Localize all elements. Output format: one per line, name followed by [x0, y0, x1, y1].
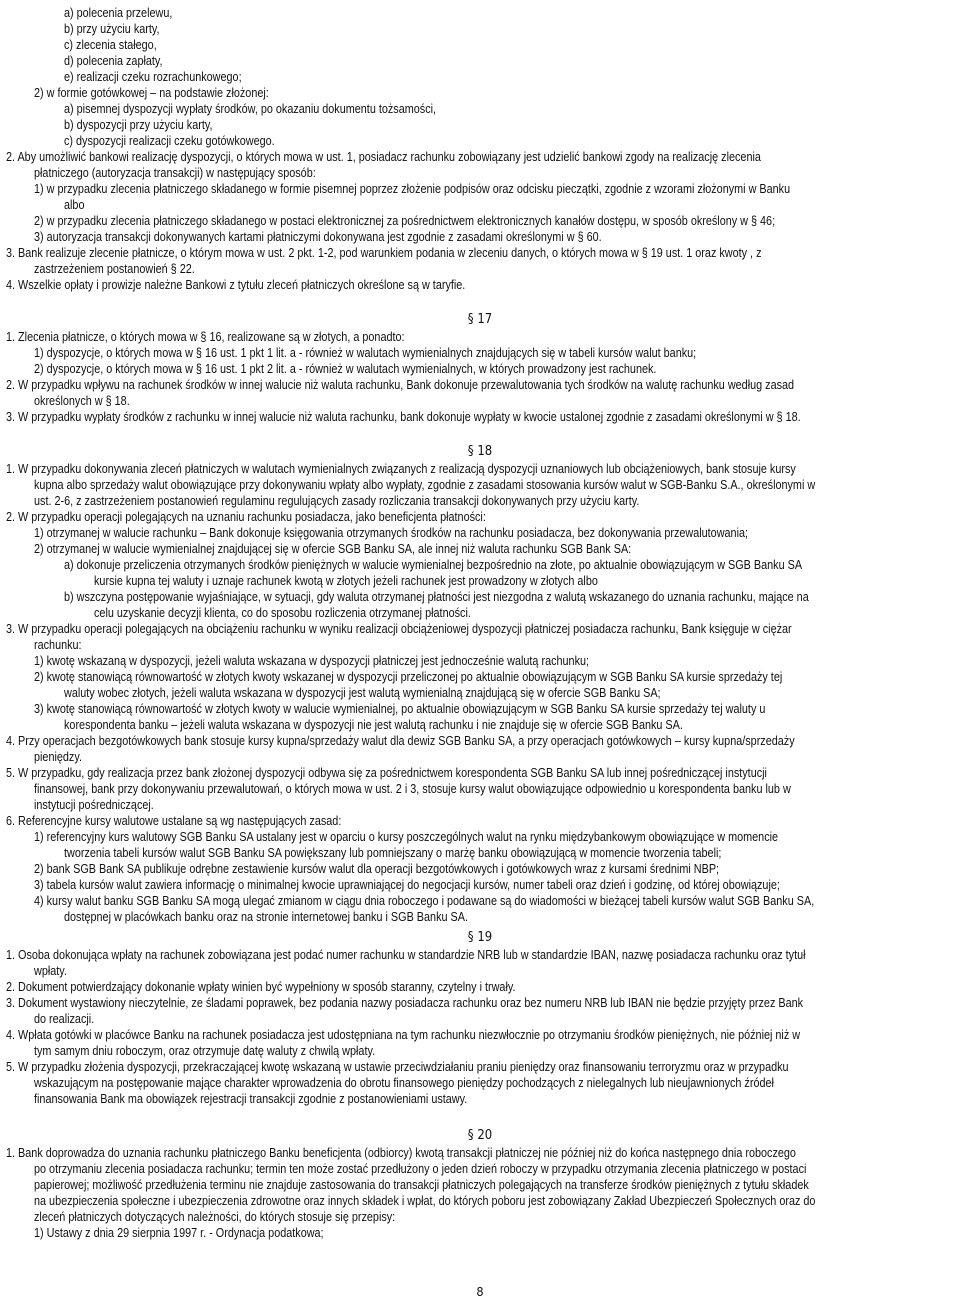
text-line: 1. Zlecenia płatnicze, o których mowa w § 16, realizowane są w złotych, a ponadto:: [6, 330, 405, 344]
text-line: 4. Wszelkie opłaty i prowizje należne Bankowi z tytułu zleceń płatniczych określone są w taryfie.: [6, 278, 466, 292]
text-line: 1. W przypadku dokonywania zleceń płatniczych w walutach wymienialnych związanych z realizacją dyspozycji uznaniowych lub obciążeniowych, bank stosuje kursy: [6, 462, 796, 476]
text-line: 1) Ustawy z dnia 29 sierpnia 1997 r. - Ordynacja podatkowa;: [34, 1226, 324, 1240]
text-line: finansowej, bank przy dokonywaniu przewalutowań, o których mowa w ust. 2 i 3, stosuje kursy walut obowiązujące odpowiednio u korespondenta banku lub w: [34, 782, 791, 796]
text-line: 2. W przypadku operacji polegających na uznaniu rachunku posiadacza, jako beneficjenta płatności:: [6, 510, 486, 524]
text-line: 3. W przypadku operacji polegających na obciążeniu rachunku w wyniku realizacji obciążeniowej dyspozycji płatniczej posiadacza rachunku, Bank księguje w ciężar: [6, 622, 792, 636]
text-line: 3. Bank realizuje zlecenie płatnicze, o którym mowa w ust. 2 pkt. 1-2, pod warunkiem podania w zleceniu danych, o których mowa w § 19 ust. 1 oraz kwoty , z: [6, 246, 762, 260]
section-heading: § 18: [467, 444, 493, 459]
section-heading: § 20: [467, 1128, 493, 1143]
text-line: 4) kursy walut banku SGB Banku SA mogą ulegać zmianom w ciągu dnia roboczego i podawane są do wiadomości w bieżącej tabeli kursów walut SGB Banku SA,: [34, 894, 815, 908]
text-line: 1. Bank doprowadza do uznania rachunku płatniczego Banku beneficjenta (odbiorcy) kwotą transakcji płatniczej nie później niż do końca następnego dnia roboczego: [6, 1146, 796, 1160]
text-line: e) realizacji czeku rozrachunkowego;: [64, 70, 242, 84]
text-line: 1) kwotę wskazaną w dyspozycji, jeżeli waluta wskazana w dyspozycji płatniczej jest jednocześnie walutą rachunku;: [34, 654, 590, 668]
text-line: 2) w przypadku zlecenia płatniczego składanego w postaci elektronicznej za pośrednictwem elektronicznych kanałów dostępu, w sposób określony w § 46;: [34, 214, 776, 228]
text-line: zastrzeżeniem postanowień § 22.: [34, 262, 195, 276]
text-line: 2. Dokument potwierdzający dokonanie wpłaty winien być wypełniony w sposób staranny, czytelny i trwały.: [6, 980, 516, 994]
text-line: c) dyspozycji realizacji czeku gotówkowego.: [64, 134, 275, 148]
text-line: 1) dyspozycje, o których mowa w § 16 ust. 1 pkt 1 lit. a - również w walutach wymienialnych znajdujących się w tabeli kursów walut banku;: [34, 346, 697, 360]
text-line: wskazującym na postępowanie mające charakter wprowadzenia do obrotu finansowego pieniędzy pochodzących z nielegalnych lub nieujawnionych źródeł: [34, 1076, 774, 1090]
text-line: rachunku:: [34, 638, 82, 652]
text-line: 5. W przypadku złożenia dyspozycji, przekraczającej kwotę wskazaną w ustawie przeciwdziałaniu praniu pieniędzy oraz finansowaniu terroryzmu oraz w przypadku: [6, 1060, 789, 1074]
text-line: instytucji pośredniczącej.: [34, 798, 154, 812]
text-line: b) dyspozycji przy użyciu karty,: [64, 118, 213, 132]
section-heading: § 17: [467, 312, 493, 327]
text-line: a) polecenia przelewu,: [64, 6, 173, 20]
text-line: 3) tabela kursów walut zawiera informację o minimalnej kwocie uprawniającej do negocjacji kursów, numer tabeli oraz dzień i godzinę, od której obowiązuje;: [34, 878, 780, 892]
text-line: 4. Wpłata gotówki w placówce Banku na rachunek posiadacza jest udostępniana na tym rachunku niezwłocznie po otrzymaniu środków pieniężnych, nie później niż w: [6, 1028, 801, 1042]
text-line: korespondenta banku – jeżeli waluta wskazana w dyspozycji nie jest walutą rachunku i nie znajduje się w ofercie SGB Banku SA.: [64, 718, 683, 732]
text-line: celu uzyskanie decyzji klienta, co do sposobu rozliczenia otrzymanej płatności.: [94, 606, 471, 620]
text-line: 1) w przypadku zlecenia płatniczego składanego w formie pisemnej poprzez złożenie podpisów oraz odcisku pieczątki, zgodnie z wzorami złożonymi w Banku: [34, 182, 791, 196]
text-line: d) polecenia zapłaty,: [64, 54, 163, 68]
text-line: tworzenia tabeli kursów walut SGB Banku SA powiększany lub pomniejszany o marżę banku obowiązującą w momencie tworzenia tabeli;: [64, 846, 722, 860]
page-number: 8: [476, 1284, 484, 1299]
text-line: do realizacji.: [34, 1012, 95, 1026]
text-line: 4. Przy operacjach bezgotówkowych bank stosuje kursy kupna/sprzedaży walut dla dewiz SGB Banku SA, a przy operacjach gotówkowych – kursy kupna/sprzedaży: [6, 734, 795, 748]
text-line: tym samym dniu roboczym, oraz otrzymuje datę waluty z chwilą wpłaty.: [34, 1044, 376, 1058]
text-line: 2. Aby umożliwić bankowi realizację dyspozycji, o których mowa w ust. 1, posiadacz rachunku zobowiązany jest udzielić bankowi zgody na realizację zlecenia: [6, 150, 761, 164]
text-line: papierowej; możliwość przedłużenia terminu nie znajduje zastosowania do transakcji płatniczych polegających na transferze środków pieniężnych z tytułu składek: [34, 1178, 809, 1192]
text-line: 2) kwotę stanowiącą równowartość w złotych kwoty wskazanej w dyspozycji przeliczonej po aktualnie obowiązującym w SGB Banku SA kursie sprzedaży tej: [34, 670, 783, 684]
text-line: finansowania Bank ma obowiązek rejestracji transakcji zgodnie z postanowieniami ustawy.: [34, 1092, 468, 1106]
text-line: albo: [64, 198, 85, 212]
text-line: 2) bank SGB Bank SA publikuje odrębne zestawienie kursów walut dla operacji bezgotówkowych i gotówkowych wraz z kursami średnimi NBP;: [34, 862, 720, 876]
text-line: 3) kwotę stanowiącą równowartość w złotych kwoty w walucie wymienialnej, po aktualnie obowiązującym w SGB Banku SA kursie sprzedaży tej waluty u: [34, 702, 766, 716]
text-line: b) wszczyna postępowanie wyjaśniające, w sytuacji, gdy waluta otrzymanej płatności jest niezgodna z walutą wskazanego do uznania rachunku, mające na: [64, 590, 809, 604]
text-line: kupna albo sprzedaży walut obowiązujące przy dokonywaniu wpłaty albo wypłaty, zgodnie z zasadami stosowania kursów walut w SGB-Banku S.A., określonymi w: [34, 478, 816, 492]
text-line: określonych w § 18.: [34, 394, 130, 408]
text-line: po otrzymaniu zlecenia posiadacza rachunku; termin ten może zostać przedłużony o jeden dzień roboczy w przypadku otrzymania zlecenia płatniczego w postaci: [34, 1162, 807, 1176]
text-line: zleceń płatniczych dotyczących należności, do których stosuje się przepisy:: [34, 1210, 396, 1224]
section-heading: § 19: [467, 930, 493, 945]
text-line: 2) w formie gotówkowej – na podstawie złożonej:: [34, 86, 269, 100]
text-line: 6. Referencyjne kursy walutowe ustalane są wg następujących zasad:: [6, 814, 342, 828]
text-line: 2. W przypadku wpływu na rachunek środków w innej walucie niż waluta rachunku, Bank dokonuje przewalutowania tych środków na walutę rachunku według zasad: [6, 378, 795, 392]
text-line: ust. 2-6, z zastrzeżeniem postanowień regulaminu regulujących zasady rozliczania transakcji dokonywanych przy użyciu karty.: [34, 494, 640, 508]
text-line: 1) referencyjny kurs walutowy SGB Banku SA ustalany jest w oparciu o kursy poszczególnych walut na rynku międzybankowym obowiązujące w momencie: [34, 830, 779, 844]
text-line: waluty wobec złotych, jeżeli waluta wskazana w dyspozycji jest walutą wymienialną znajdującą się w ofercie SGB Banku SA;: [64, 686, 661, 700]
text-line: 2) otrzymanej w walucie wymienialnej znajdującej się w ofercie SGB Banku SA, ale innej niż waluta rachunku SGB Bank SA:: [34, 542, 632, 556]
text-line: wpłaty.: [34, 964, 67, 978]
text-line: dostępnej w placówkach banku oraz na stronie internetowej banku i SGB Banku SA.: [64, 910, 468, 924]
text-line: b) przy użyciu karty,: [64, 22, 160, 36]
text-line: 3. W przypadku wypłaty środków z rachunku w innej walucie niż waluta rachunku, bank dokonuje wypłaty w kwocie ustalonej zgodnie z zasadami określonymi w § 18.: [6, 410, 801, 424]
text-line: 5. W przypadku, gdy realizacja przez bank złożonej dyspozycji odbywa się za pośrednictwem korespondenta SGB Banku SA lub innej pośredniczącej instytucji: [6, 766, 767, 780]
text-line: płatniczego (autoryzacja transakcji) w następujący sposób:: [34, 166, 316, 180]
text-line: kursie kupna tej waluty i uznaje rachunek kwotą w złotych jeżeli rachunek jest prowadzony w złotych albo: [94, 574, 598, 588]
text-line: 2) dyspozycje, o których mowa w § 16 ust. 1 pkt 2 lit. a - również w walutach wymienialnych, w których prowadzony jest rachunek.: [34, 362, 657, 376]
text-line: a) dokonuje przeliczenia otrzymanych środków pieniężnych w walucie wymienialnej bezpośrednio na złote, po aktualnie obowiązującym w SGB Banku SA: [64, 558, 803, 572]
text-line: a) pisemnej dyspozycji wypłaty środków, po okazaniu dokumentu tożsamości,: [64, 102, 437, 116]
text-line: 3. Dokument wystawiony nieczytelnie, ze śladami poprawek, bez podania nazwy posiadacza rachunku oraz bez numeru NRB lub IBAN nie będzie przyjęty przez Bank: [6, 996, 804, 1010]
text-line: na ubezpieczenia społeczne i ubezpieczenia zdrowotne oraz innych składek i wpłat, do których poboru jest zobowiązany Zakład Ubezpieczeń Społecznych oraz do: [34, 1194, 816, 1208]
text-line: 1. Osoba dokonująca wpłaty na rachunek zobowiązana jest podać numer rachunku w standardzie NRB lub w standardzie IBAN, nazwę posiadacza rachunku oraz tytuł: [6, 948, 806, 962]
text-line: 3) autoryzacja transakcji dokonywanych kartami płatniczymi dokonywana jest zgodnie z zasadami określonymi w § 60.: [34, 230, 602, 244]
text-line: pieniędzy.: [34, 750, 82, 764]
text-line: c) zlecenia stałego,: [64, 38, 157, 52]
text-line: 1) otrzymanej w walucie rachunku – Bank dokonuje księgowania otrzymanych środków na rachunku posiadacza, bez dokonywania przewalutowania;: [34, 526, 749, 540]
